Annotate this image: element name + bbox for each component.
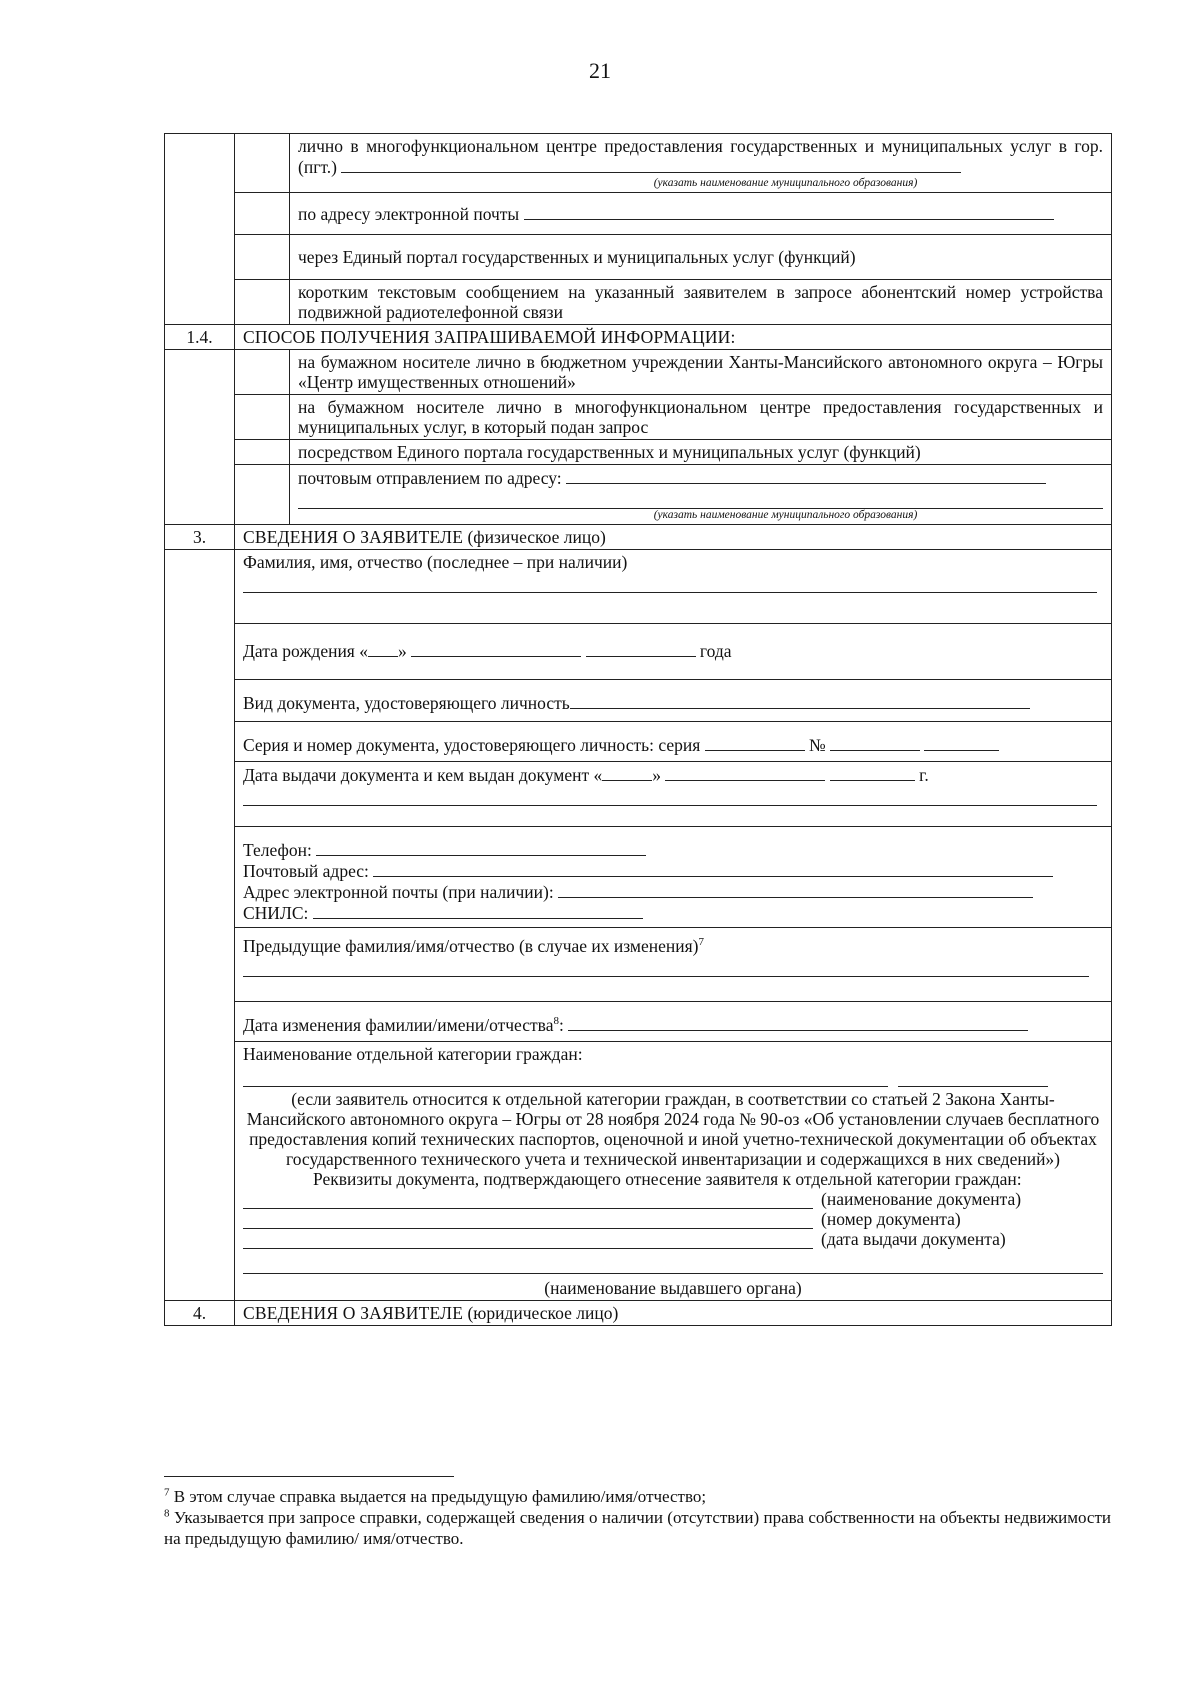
delivery-text-mfc: лично в многофункциональном центре предоставления государственных и муниципальных услуг в гор. (пгт.) [298, 136, 1103, 177]
prev-fio-input[interactable] [243, 956, 1089, 977]
footnote-separator [164, 1476, 454, 1477]
receipt-option-4 [165, 465, 1112, 525]
phone-label: Телефон: [243, 840, 312, 860]
number-sign: № [809, 735, 826, 755]
series-label: Серия и номер документа, удостоверяющего личность: серия [243, 735, 701, 755]
prev-fio-row [165, 928, 1112, 1002]
section-title-note: (юридическое лицо) [467, 1303, 619, 1323]
doc-number-input-2[interactable] [924, 734, 999, 751]
postal-address-line[interactable] [298, 488, 1103, 509]
issuer-org-input[interactable] [243, 1253, 1103, 1274]
doc-number-caption: (номер документа) [821, 1209, 961, 1229]
delivery-text-portal: через Единый портал государственных и муниципальных услуг (функций) [290, 235, 1112, 280]
section-title: СВЕДЕНИЯ О ЗАЯВИТЕЛЕ [243, 1303, 464, 1323]
empty-cell [165, 134, 235, 325]
checkbox-cell[interactable] [235, 395, 290, 440]
requisites-label: Реквизиты документа, подтверждающего отнесение заявителя к отдельной категории граждан: [313, 1169, 1022, 1189]
email-address-input[interactable] [524, 203, 1054, 220]
delivery-text-sms: коротким текстовым сообщением на указанный заявителем в запросе абонентский номер устройства подвижной радиотелефонной связи [290, 280, 1112, 325]
quote-close: » [652, 765, 662, 785]
postal-label: Почтовый адрес: [243, 861, 369, 881]
snils-input[interactable] [313, 902, 643, 919]
id-doc-row [165, 680, 1112, 722]
footnote-text: Указывается при запросе справки, содержащей сведения о наличии (отсутствии) права собственности на объекты недвижимости на предыдущую фамилию/ имя/отчество. [164, 1508, 1111, 1548]
id-doc-label: Вид документа, удостоверяющего личность [243, 693, 570, 713]
doc-date-caption: (дата выдачи документа) [821, 1229, 1006, 1249]
section-title-note: (физическое лицо) [467, 527, 606, 547]
form-table [164, 133, 1112, 1326]
contacts-row [165, 827, 1112, 928]
series-row [165, 722, 1112, 762]
fio-label: Фамилия, имя, отчество (последнее – при наличии) [243, 552, 628, 572]
issuer-input[interactable] [243, 785, 1097, 806]
empty-cell [165, 550, 235, 1301]
issue-year-input[interactable] [830, 764, 915, 781]
delivery-row-mfc [165, 134, 1112, 193]
receipt-option-2 [165, 395, 1112, 440]
page-number: 21 [589, 58, 611, 83]
footnotes [164, 1486, 1111, 1549]
delivery-row-portal [165, 235, 1112, 280]
empty-cell [165, 350, 235, 525]
checkbox-cell[interactable] [235, 280, 290, 325]
footnote-number: 8 [164, 1507, 170, 1520]
municipality-hint: (указать наименование муниципального образования) [653, 509, 918, 521]
category-label: Наименование отдельной категории граждан: [243, 1044, 583, 1064]
receipt-option-text: посредством Единого портала государственных и муниципальных услуг (функций) [290, 440, 1112, 465]
issue-day-input[interactable] [602, 764, 652, 781]
section-3-header [165, 525, 1112, 550]
id-doc-input[interactable] [570, 692, 1030, 709]
issue-month-input[interactable] [665, 764, 825, 781]
colon: : [558, 1015, 564, 1035]
section-title: СВЕДЕНИЯ О ЗАЯВИТЕЛЕ [243, 527, 464, 547]
footnote-number: 7 [164, 1486, 170, 1499]
series-input[interactable] [705, 734, 805, 751]
footnote-7 [164, 1486, 1111, 1507]
category-row [165, 1042, 1112, 1301]
checkbox-cell[interactable] [235, 235, 290, 280]
issuer-caption: (наименование выдавшего органа) [544, 1278, 802, 1298]
fio-row [165, 550, 1112, 624]
receipt-option-text: на бумажном носителе лично в бюджетном учреждении Ханты-Мансийского автономного округа – Югры «Центр имущественных отношений» [290, 350, 1112, 395]
section-number: 4. [165, 1301, 235, 1326]
footnote-8 [164, 1507, 1111, 1549]
birth-row [165, 624, 1112, 680]
section-1-4-header [165, 325, 1112, 350]
delivery-row-sms [165, 280, 1112, 325]
delivery-text-email: по адресу электронной почты [298, 204, 520, 224]
section-number: 3. [165, 525, 235, 550]
receipt-option-3 [165, 440, 1112, 465]
doc-number-input[interactable] [830, 734, 920, 751]
birth-day-input[interactable] [368, 640, 398, 657]
postal-input[interactable] [373, 860, 1053, 877]
application-form [164, 133, 1111, 1326]
category-input[interactable] [243, 1070, 888, 1087]
delivery-row-email [165, 193, 1112, 235]
issue-suffix: г. [919, 765, 929, 785]
footnote-ref: 7 [698, 936, 705, 949]
change-date-label: Дата изменения фамилии/имени/отчества [243, 1015, 554, 1035]
checkbox-cell[interactable] [235, 440, 290, 465]
checkbox-cell[interactable] [235, 193, 290, 235]
change-date-input[interactable] [568, 1014, 1028, 1031]
receipt-option-text: почтовым отправлением по адресу: [298, 468, 562, 488]
email-input[interactable] [558, 881, 1033, 898]
change-date-row [165, 1002, 1112, 1042]
municipality-input[interactable] [341, 156, 961, 173]
municipality-hint: (указать наименование муниципального образования) [653, 177, 918, 189]
checkbox-cell[interactable] [235, 350, 290, 395]
snils-label: СНИЛС: [243, 903, 309, 923]
birth-suffix: года [699, 641, 732, 661]
postal-address-input[interactable] [566, 467, 1046, 484]
doc-date-input[interactable] [243, 1232, 813, 1249]
section-title: СПОСОБ ПОЛУЧЕНИЯ ЗАПРАШИВАЕМОЙ ИНФОРМАЦИИ: [235, 325, 1112, 350]
doc-number-input[interactable] [243, 1212, 813, 1229]
category-note: (если заявитель относится к отдельной категории граждан, в соответствии со статьей 2 Закона Ханты-Мансийского автономного округа – Югры от 28 ноября 2024 года № 90-оз «Об установлении случаев бесплатного предоставления копий технических паспортов, оценочной и иной учетно-технической документации об объектах государственного технического учета и технической инвентаризации и содержащихся в них сведений») [246, 1089, 1100, 1169]
doc-name-caption: (наименование документа) [821, 1189, 1022, 1209]
checkbox-cell[interactable] [235, 465, 290, 525]
footnote-text: В этом случае справка выдается на предыдущую фамилию/имя/отчество; [173, 1487, 707, 1506]
birth-label: Дата рождения « [243, 641, 368, 661]
fio-input[interactable] [243, 572, 1097, 593]
birth-year-input[interactable] [586, 640, 696, 657]
category-input-2[interactable] [898, 1070, 1048, 1087]
issue-row [165, 762, 1112, 827]
doc-name-input[interactable] [243, 1192, 813, 1209]
section-4-header [165, 1301, 1112, 1326]
quote-close: » [398, 641, 407, 661]
receipt-option-1 [165, 350, 1112, 395]
footnote-ref: 8 [553, 1015, 559, 1028]
birth-month-input[interactable] [411, 640, 581, 657]
checkbox-cell[interactable] [235, 134, 290, 193]
receipt-option-text: на бумажном носителе лично в многофункциональном центре предоставления государственных и муниципальных услуг, в который подан запрос [290, 395, 1112, 440]
section-number: 1.4. [165, 325, 235, 350]
issue-label: Дата выдачи документа и кем выдан документ « [243, 765, 603, 785]
email-label: Адрес электронной почты (при наличии): [243, 882, 554, 902]
phone-input[interactable] [316, 839, 646, 856]
prev-fio-label: Предыдущие фамилия/имя/отчество (в случае их изменения) [243, 936, 699, 956]
